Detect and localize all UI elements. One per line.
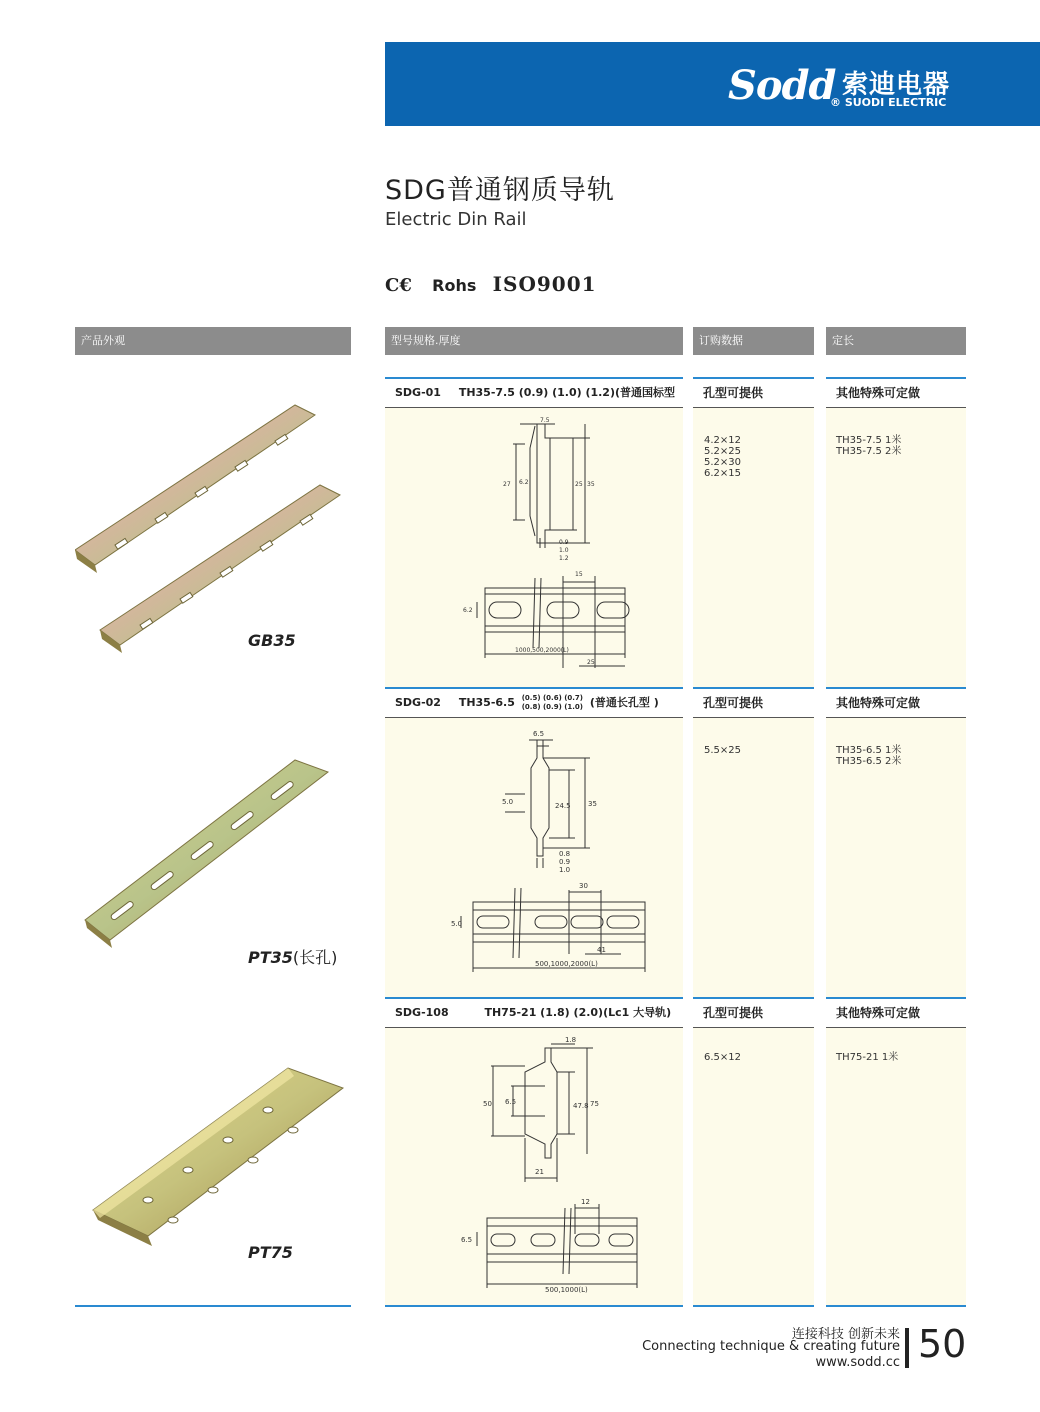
dim-label: 47.8: [573, 1102, 589, 1110]
length-panel-1: [826, 408, 966, 687]
spec-thickness-bottom: (0.8) (0.9) (1.0): [521, 703, 584, 711]
dim-label: 25: [575, 481, 583, 488]
dim-label: 1.0: [559, 866, 571, 874]
rail-drawing-1: [385, 408, 683, 687]
page-title-cn: SDG普通钢质导轨: [385, 175, 615, 206]
order-item: 5.5×25: [704, 745, 742, 756]
rail-drawing-3: [385, 1028, 683, 1305]
page-number-bar: [905, 1328, 909, 1368]
dim-label: 5.0: [502, 798, 514, 806]
dim-label: 1.2: [559, 555, 569, 562]
dim-label: 41: [597, 946, 606, 954]
dim-label: 35: [587, 481, 595, 488]
dim-label: 6.5: [461, 1236, 473, 1244]
order-item: 6.2×15: [704, 468, 742, 479]
brand-name-cn: 索迪电器: [842, 70, 951, 100]
bottom-rule: [75, 1305, 351, 1307]
dim-label: 6.5: [533, 730, 545, 738]
drawing-panel-3: [385, 1028, 683, 1305]
dim-label: 0.8: [559, 850, 571, 858]
order-item: 5.2×30: [704, 457, 742, 468]
column-header-length: 定长: [826, 327, 966, 355]
length-panel-3: [826, 1028, 966, 1305]
dim-label: 21: [535, 1168, 544, 1176]
length-item: TH35-7.5 1米: [836, 435, 902, 446]
length-item: TH35-6.5 1米: [836, 745, 902, 756]
product-code: SDG-108: [395, 1006, 449, 1019]
length-item: TH35-6.5 2米: [836, 756, 902, 767]
dim-label: 25: [587, 659, 595, 666]
dim-label: 1000,500,2000(L): [515, 647, 569, 654]
iso-mark: ISO9001: [492, 272, 597, 296]
product-label-text: PT75: [248, 1243, 293, 1262]
length-item: TH35-7.5 2米: [836, 446, 902, 457]
order-head-2: 孔型可提供: [693, 687, 814, 718]
product-image-gb35: [75, 395, 351, 665]
dim-label: 30: [579, 882, 588, 890]
spec-row-3: [385, 997, 683, 1028]
product-code: SDG-02: [395, 696, 441, 709]
dim-label: 6.5: [505, 1098, 517, 1106]
bottom-rule: [693, 1305, 814, 1307]
dim-label: 12: [581, 1198, 590, 1206]
spec-thickness-top: (0.5) (0.6) (0.7): [521, 694, 584, 702]
spec-tail: (普通长孔型 ): [589, 696, 659, 709]
rail-drawing-2: [385, 718, 683, 997]
length-item: TH75-21 1米: [836, 1052, 899, 1063]
dim-label: 6.2: [519, 479, 529, 486]
product-label-text: PT35: [248, 948, 293, 967]
dim-label: 7.5: [540, 417, 550, 424]
product-label-pt75: [248, 1243, 293, 1262]
dim-label: 1.0: [559, 547, 569, 554]
product-spec: TH35-6.5: [458, 696, 515, 709]
product-label-text: GB35: [248, 631, 296, 650]
dim-label: 15: [575, 571, 583, 578]
dim-label: 500,1000(L): [545, 1286, 588, 1294]
spec-row-2: [385, 687, 683, 718]
order-panel-3: [693, 1028, 814, 1305]
order-item: 5.2×25: [704, 446, 742, 457]
dim-label: 75: [590, 1100, 599, 1108]
drawing-panel-2: [385, 718, 683, 997]
product-code: SDG-01: [395, 386, 441, 399]
page-title-en: Electric Din Rail: [385, 209, 527, 230]
brand-logo: Sodd: [728, 62, 836, 109]
brand-name-en: ® SUODI ELECTRIC: [830, 96, 947, 109]
column-header-appearance: 产品外观: [75, 327, 351, 355]
order-item: 6.5×12: [704, 1052, 742, 1063]
rohs-mark: Rohs: [432, 276, 477, 295]
product-label-suffix: (长孔): [292, 948, 338, 967]
ce-mark: C€: [385, 275, 412, 296]
dim-label: 50: [483, 1100, 492, 1108]
certifications: [385, 272, 597, 296]
length-head-2: 其他特殊可定做: [826, 687, 966, 718]
order-item: 4.2×12: [704, 435, 742, 446]
length-panel-2: [826, 718, 966, 997]
drawing-panel-1: [385, 408, 683, 687]
bottom-rule: [826, 1305, 966, 1307]
order-head-1: 孔型可提供: [693, 377, 814, 408]
order-panel-1: [693, 408, 814, 687]
product-image-pt35: [80, 750, 340, 950]
bottom-rule: [385, 1305, 683, 1307]
dim-label: 1.8: [565, 1036, 577, 1044]
dim-label: 500,1000,2000(L): [535, 960, 598, 968]
dim-label: 6.2: [463, 607, 473, 614]
order-head-3: 孔型可提供: [693, 997, 814, 1028]
column-header-model: 型号规格.厚度: [385, 327, 683, 355]
product-label-pt35: [248, 945, 337, 968]
footer-url: www.sodd.cc: [815, 1355, 900, 1370]
column-header-order: 订购数据: [693, 327, 814, 355]
dim-label: 5.0: [451, 920, 463, 928]
product-spec: TH75-21 (1.8) (2.0)(Lc1 大导轨): [484, 1006, 672, 1019]
dim-label: 27: [503, 481, 511, 488]
length-head-3: 其他特殊可定做: [826, 997, 966, 1028]
product-spec: TH35-7.5 (0.9) (1.0) (1.2)(普通国标型: [458, 386, 676, 399]
page-number: 50: [918, 1322, 967, 1366]
dim-label: 0.9: [559, 539, 569, 546]
dim-label: 0.9: [559, 858, 571, 866]
footer-slogan-cn: 连接科技 创新未来: [791, 1327, 900, 1342]
dim-label: 24.5: [555, 802, 571, 810]
spec-row-1: [385, 377, 683, 408]
order-panel-2: [693, 718, 814, 997]
product-image-pt75: [88, 1060, 350, 1250]
footer-slogan-en: Connecting technique & creating future: [642, 1339, 900, 1354]
length-head-1: 其他特殊可定做: [826, 377, 966, 408]
dim-label: 35: [588, 800, 597, 808]
product-label-gb35: [248, 631, 296, 650]
